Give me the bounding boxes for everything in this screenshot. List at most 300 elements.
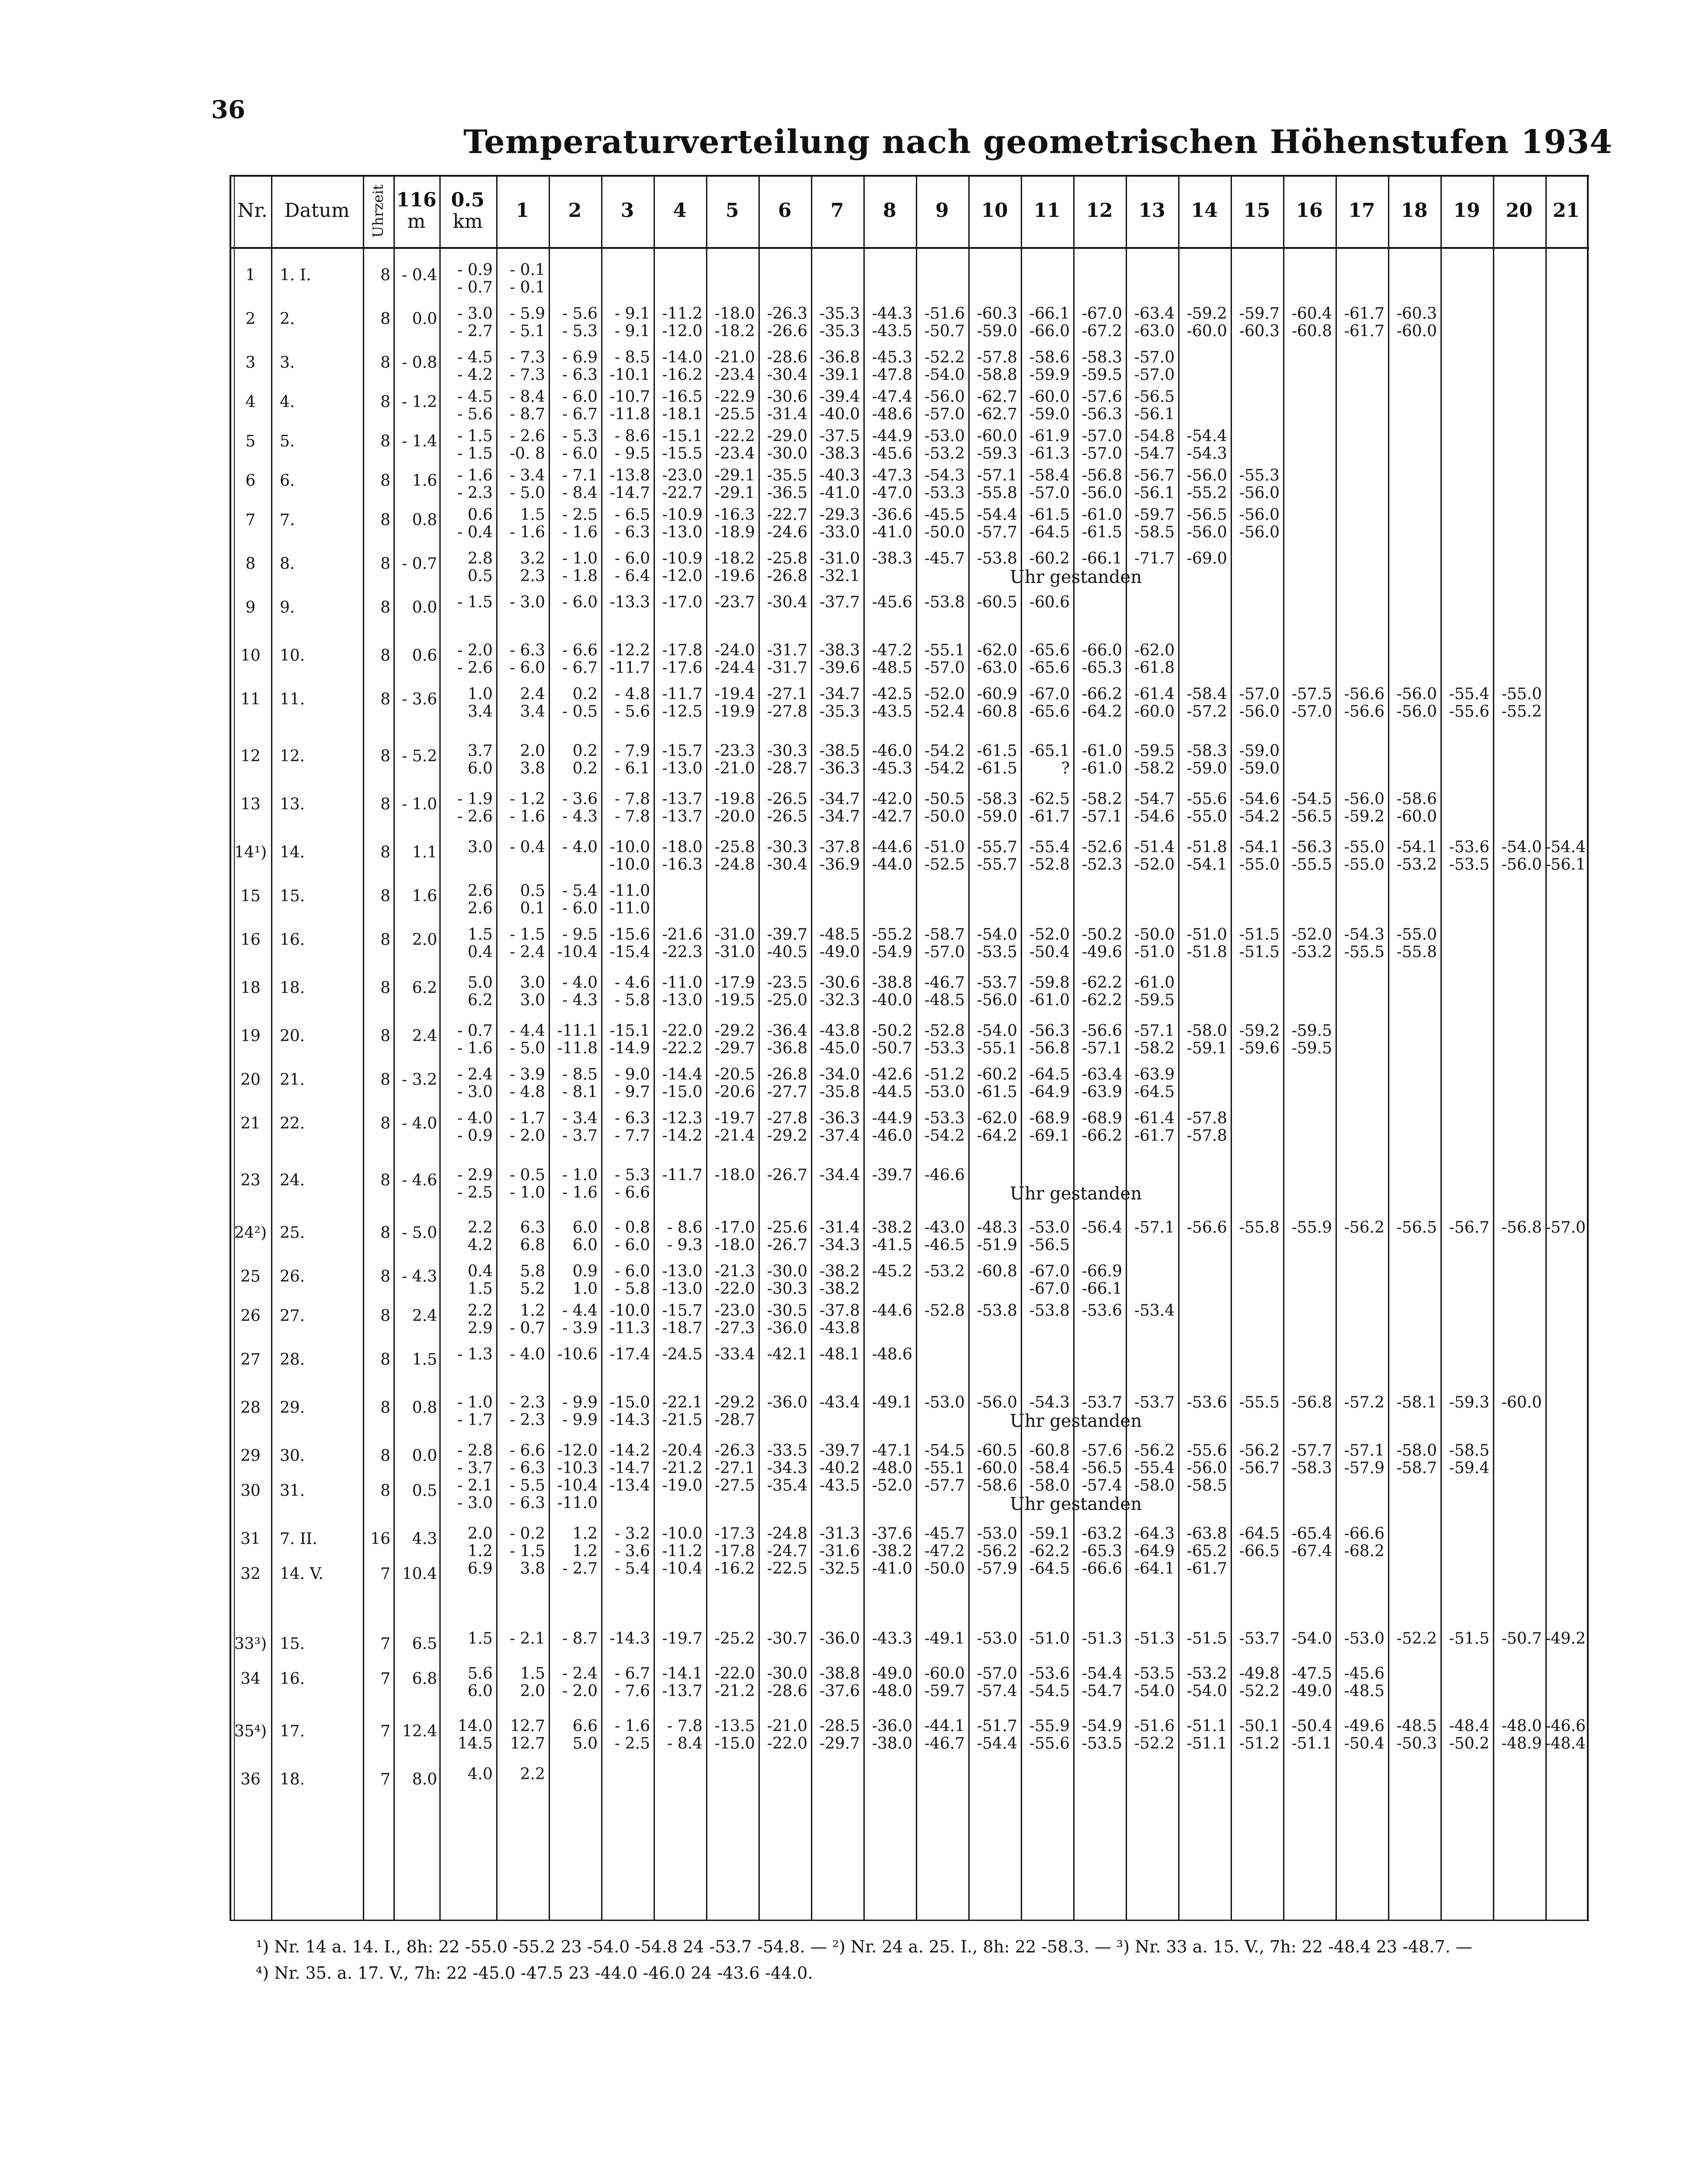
row-value: -54.5: [1029, 1682, 1070, 1700]
row-value: -38.2: [872, 1219, 912, 1237]
row-time: 8: [380, 795, 390, 813]
row-value: -58.2: [1134, 1039, 1175, 1057]
row-value: -51.5: [1186, 1630, 1227, 1648]
row-value: 6.6: [572, 1717, 598, 1735]
row-value: -58.0: [1186, 1022, 1227, 1040]
row-ground: - 1.4: [402, 432, 437, 450]
row-value: -51.1: [1291, 1735, 1332, 1753]
row-value: - 1.9: [457, 790, 493, 808]
row-value: -31.4: [819, 1219, 860, 1237]
row-ground: 0.0: [412, 1447, 437, 1465]
row-value: -54.4: [1082, 1665, 1122, 1683]
row-value: -19.9: [714, 703, 755, 721]
row-value: -15.0: [609, 1394, 650, 1412]
row-value: -56.8: [1501, 1219, 1542, 1237]
row-value: -10.3: [557, 1459, 598, 1477]
row-nr: 31: [240, 1530, 261, 1548]
row-value: -19.5: [714, 991, 755, 1009]
row-value: -53.6: [1082, 1302, 1122, 1320]
row-nr: 8: [245, 555, 256, 573]
table-row: [0, 1166, 1708, 1204]
row-value: -43.4: [819, 1394, 860, 1412]
row-value: - 0.7: [457, 1022, 493, 1040]
row-value: -38.3: [819, 641, 860, 659]
row-value: 1.0: [467, 685, 493, 703]
row-value: -60.2: [1029, 550, 1070, 568]
row-date: 11.: [280, 690, 305, 708]
row-value: -69.1: [1029, 1127, 1070, 1145]
row-time: 8: [380, 599, 390, 617]
row-value: -33.5: [767, 1442, 807, 1460]
row-value: -13.0: [662, 991, 703, 1009]
row-value: 0.5: [467, 567, 493, 585]
row-value: -10.7: [609, 388, 650, 406]
row-value: -50.0: [924, 523, 965, 541]
row-value: -58.5: [1134, 523, 1175, 541]
row-value: -61.9: [1029, 427, 1070, 445]
row-value: -11.7: [662, 1166, 703, 1184]
row-value: -54.9: [1082, 1717, 1122, 1735]
row-value: -35.3: [819, 305, 860, 323]
row-value: -45.3: [872, 349, 912, 366]
row-value: 1.5: [520, 506, 545, 524]
row-value: -36.0: [767, 1394, 807, 1412]
row-value: -59.6: [1239, 1039, 1280, 1057]
row-value: -54.2: [924, 1127, 965, 1145]
row-value: -17.8: [662, 641, 703, 659]
row-value: -59.2: [1239, 1022, 1280, 1040]
row-value: -48.6: [872, 1345, 912, 1363]
row-value: - 1.5: [510, 926, 545, 944]
row-value: -61.7: [1029, 808, 1070, 826]
row-value: - 5.3: [615, 1166, 650, 1184]
row-value: - 5.0: [510, 1039, 545, 1057]
row-value: -52.0: [1029, 926, 1070, 944]
row-value: - 5.3: [562, 427, 598, 445]
row-value: -50.7: [1501, 1630, 1542, 1648]
row-value: -59.3: [1449, 1394, 1489, 1412]
row-value: 0.2: [572, 742, 598, 760]
row-value: -65.3: [1082, 659, 1122, 677]
col-header-level-21: 21: [1552, 199, 1580, 222]
row-nr: 2: [245, 310, 256, 328]
row-value: -55.4: [1134, 1459, 1175, 1477]
row-value: -57.0: [924, 943, 965, 961]
row-ground: - 3.2: [402, 1071, 437, 1089]
row-value: -13.5: [714, 1717, 755, 1735]
row-time: 8: [380, 1351, 390, 1369]
row-value: -56.0: [924, 388, 965, 406]
row-date: 17.: [280, 1722, 305, 1740]
row-value: 12.7: [510, 1735, 545, 1753]
row-value: -18.0: [714, 305, 755, 323]
row-nr: 23: [240, 1171, 261, 1189]
row-value: -66.0: [1082, 641, 1122, 659]
row-value: -56.3: [1029, 1022, 1070, 1040]
row-value: -40.5: [767, 943, 807, 961]
row-value: -28.5: [819, 1717, 860, 1735]
table-row: [0, 1109, 1708, 1145]
row-value: -60.0: [1186, 322, 1227, 340]
row-time: 7: [380, 1565, 390, 1583]
row-value: -45.2: [872, 1262, 912, 1280]
row-value: -35.4: [767, 1477, 807, 1495]
row-value: - 2.0: [562, 1682, 598, 1700]
row-value: -22.7: [767, 506, 807, 524]
row-value: 2.0: [467, 1525, 493, 1543]
col-header-level-14: 14: [1191, 199, 1218, 222]
row-value: 5.6: [467, 1665, 493, 1683]
row-value: -16.2: [662, 366, 703, 384]
row-value: -49.0: [1291, 1682, 1332, 1700]
row-value: -47.4: [872, 388, 912, 406]
row-value: -56.5: [1134, 388, 1175, 406]
col-header-level-4: 4: [673, 199, 687, 222]
row-value: -65.6: [1029, 659, 1070, 677]
row-value: -10.9: [662, 506, 703, 524]
table-row: [0, 1665, 1708, 1700]
row-value: - 2.0: [457, 641, 493, 659]
col-header-time: [363, 175, 393, 247]
row-value: - 3.0: [457, 1083, 493, 1101]
row-value: -53.3: [924, 1109, 965, 1127]
row-value: -21.0: [767, 1717, 807, 1735]
row-value: -12.0: [662, 322, 703, 340]
row-value: -54.6: [1239, 790, 1280, 808]
row-value: -28.7: [767, 760, 807, 777]
row-value: - 2.6: [510, 427, 545, 445]
row-value: -17.0: [714, 1219, 755, 1237]
row-value: -56.5: [1029, 1236, 1070, 1254]
row-value: -21.6: [662, 926, 703, 944]
row-value: - 1.6: [457, 467, 493, 484]
row-value: -60.2: [977, 1066, 1017, 1084]
row-value: -59.5: [1134, 742, 1175, 760]
row-value: 5.0: [467, 974, 493, 992]
row-value: -34.3: [767, 1459, 807, 1477]
row-value: -60.8: [977, 703, 1017, 721]
row-value: - 8.7: [510, 405, 545, 423]
row-value: -66.1: [1082, 1280, 1122, 1298]
col-header-116m-top: 116: [396, 189, 437, 212]
row-value: -15.7: [662, 1302, 703, 1320]
table-row: [0, 1477, 1708, 1514]
row-value: -25.6: [767, 1219, 807, 1237]
row-ground: 1.6: [412, 887, 437, 905]
row-value: -39.7: [767, 926, 807, 944]
col-header-level-7: 7: [830, 199, 844, 222]
row-value: - 2.3: [510, 1394, 545, 1412]
row-value: -58.7: [1396, 1459, 1437, 1477]
row-value: - 3.6: [562, 790, 598, 808]
row-value: -52.2: [1134, 1735, 1175, 1753]
row-value: -47.2: [872, 641, 912, 659]
table-row: [0, 506, 1708, 541]
row-value: -39.7: [872, 1166, 912, 1184]
row-value: -30.0: [767, 1262, 807, 1280]
row-value: -61.0: [1082, 506, 1122, 524]
row-value: -56.5: [1396, 1219, 1437, 1237]
row-value: -23.3: [714, 742, 755, 760]
row-value: ?: [1061, 760, 1070, 777]
col-header-level-2: 2: [568, 199, 582, 222]
row-value: -58.3: [1186, 742, 1227, 760]
row-value: 4.2: [467, 1236, 493, 1254]
row-value: -56.2: [1344, 1219, 1384, 1237]
row-time: 8: [380, 1447, 390, 1465]
row-value: -21.4: [714, 1127, 755, 1145]
row-date: 7.: [280, 511, 295, 529]
row-value: -51.0: [924, 838, 965, 856]
row-value: - 4.0: [457, 1109, 493, 1127]
row-value: -46.5: [924, 1236, 965, 1254]
row-value: -57.0: [1082, 427, 1122, 445]
row-value: -58.0: [1396, 1442, 1437, 1460]
row-value: - 6.7: [562, 659, 598, 677]
row-time: 8: [380, 690, 390, 708]
row-nr: 21: [240, 1115, 261, 1133]
row-value: -11.7: [662, 685, 703, 703]
row-value: - 1.6: [615, 1717, 650, 1735]
row-value: -38.3: [872, 550, 912, 568]
row-value: -60.8: [977, 1262, 1017, 1280]
row-value: -57.9: [977, 1560, 1017, 1578]
row-ground: 2.4: [412, 1307, 437, 1325]
row-value: -57.1: [1082, 1039, 1122, 1057]
row-value: -44.3: [872, 305, 912, 323]
row-value: -43.8: [819, 1319, 860, 1337]
row-value: -64.5: [1134, 1083, 1175, 1101]
col-header-level-18: 18: [1401, 199, 1428, 222]
row-value: 6.8: [520, 1236, 545, 1254]
row-value: - 2.1: [457, 1477, 493, 1495]
row-time: 16: [370, 1530, 390, 1548]
row-value: -56.0: [1186, 523, 1227, 541]
row-value: -52.2: [924, 349, 965, 366]
row-value: -53.4: [1134, 1302, 1175, 1320]
row-value: -60.3: [977, 305, 1017, 323]
row-value: -29.3: [819, 506, 860, 524]
row-time: 8: [380, 472, 390, 490]
row-value: -53.3: [924, 484, 965, 502]
row-value: -48.5: [872, 659, 912, 677]
row-value: -56.0: [1239, 703, 1280, 721]
row-value: -40.2: [819, 1459, 860, 1477]
row-value: -60.3: [1396, 305, 1437, 323]
row-value: -32.5: [819, 1560, 860, 1578]
row-ground: - 3.6: [402, 690, 437, 708]
col-header-05km: [439, 175, 496, 247]
row-value: -38.2: [819, 1280, 860, 1298]
row-value: -29.7: [714, 1039, 755, 1057]
row-value: -50.2: [872, 1022, 912, 1040]
row-value: -67.0: [1029, 685, 1070, 703]
table-row: [0, 1717, 1708, 1753]
row-value: -53.0: [924, 1394, 965, 1412]
row-value: -11.1: [557, 1022, 598, 1040]
row-value: - 3.9: [562, 1319, 598, 1337]
row-value: -61.0: [1082, 742, 1122, 760]
row-value: -53.7: [1239, 1630, 1280, 1648]
row-value: -53.5: [1134, 1665, 1175, 1683]
row-value: -21.3: [714, 1262, 755, 1280]
table-row: [0, 261, 1708, 296]
row-ground: - 0.4: [402, 266, 437, 284]
row-value: -57.4: [977, 1682, 1017, 1700]
col-header-level-12: 12: [1086, 199, 1113, 222]
row-value: -44.5: [872, 1083, 912, 1101]
row-value: -36.0: [819, 1630, 860, 1648]
row-value: -60.9: [977, 685, 1017, 703]
row-value: -39.7: [819, 1442, 860, 1460]
row-value: -61.7: [1344, 322, 1384, 340]
row-value: - 0.4: [510, 838, 545, 856]
row-time: 8: [380, 747, 390, 765]
row-value: -50.0: [924, 808, 965, 826]
row-value: -34.7: [819, 808, 860, 826]
row-value: - 8.4: [562, 484, 598, 502]
row-value: -23.4: [714, 445, 755, 463]
row-value: -61.4: [1134, 685, 1175, 703]
row-value: -44.1: [924, 1717, 965, 1735]
row-value: -54.0: [924, 366, 965, 384]
row-value: -61.5: [1029, 506, 1070, 524]
row-value: - 2.3: [457, 484, 493, 502]
row-date: 31.: [280, 1482, 305, 1500]
row-value: 1.2: [572, 1525, 598, 1543]
row-value: - 9.9: [562, 1411, 598, 1429]
row-value: - 6.3: [510, 641, 545, 659]
row-value: -65.6: [1029, 703, 1070, 721]
row-value: -60.4: [1291, 305, 1332, 323]
row-value: - 3.4: [510, 467, 545, 484]
row-value: -42.0: [872, 790, 912, 808]
row-value: -28.7: [714, 1411, 755, 1429]
row-value: -54.7: [1134, 790, 1175, 808]
row-time: 8: [380, 979, 390, 997]
row-value: -53.7: [1134, 1394, 1175, 1412]
row-value: -31.0: [819, 550, 860, 568]
row-value: - 4.3: [562, 991, 598, 1009]
row-value: -25.8: [767, 550, 807, 568]
row-value: -48.4: [1545, 1735, 1586, 1753]
row-value: -27.8: [767, 703, 807, 721]
row-value: 3.7: [467, 742, 493, 760]
row-value: -51.1: [1186, 1717, 1227, 1735]
row-value: 3.8: [520, 1560, 545, 1578]
row-value: -50.7: [872, 1039, 912, 1057]
row-value: - 1.5: [457, 593, 493, 611]
table-row: [0, 1442, 1708, 1477]
row-value: -59.5: [1291, 1039, 1332, 1057]
row-value: 6.0: [467, 760, 493, 777]
row-value: - 2.3: [510, 1411, 545, 1429]
row-value: -22.7: [662, 484, 703, 502]
row-value: -48.6: [872, 405, 912, 423]
row-time: 8: [380, 1224, 390, 1242]
row-value: - 5.3: [562, 322, 598, 340]
row-value: -44.0: [872, 856, 912, 874]
row-value: 6.0: [467, 1682, 493, 1700]
row-value: -30.4: [767, 366, 807, 384]
row-value: -55.9: [1291, 1219, 1332, 1237]
row-value: - 5.1: [510, 322, 545, 340]
row-value: -43.5: [819, 1477, 860, 1495]
row-value: -27.1: [767, 685, 807, 703]
row-value: - 1.6: [510, 523, 545, 541]
row-value: -61.7: [1134, 1127, 1175, 1145]
row-value: -53.0: [977, 1525, 1017, 1543]
row-value: 0.2: [572, 685, 598, 703]
row-value: - 8.1: [562, 1083, 598, 1101]
row-value: -46.7: [924, 1735, 965, 1753]
row-value: -49.1: [924, 1630, 965, 1648]
row-value: - 1.6: [562, 523, 598, 541]
row-value: -56.0: [1396, 685, 1437, 703]
row-value: -36.3: [819, 1109, 860, 1127]
row-value: -51.8: [1186, 838, 1227, 856]
row-value: -56.5: [1082, 1459, 1122, 1477]
row-value: -14.3: [609, 1630, 650, 1648]
row-value: -13.0: [662, 1262, 703, 1280]
row-ground: 10.4: [402, 1565, 437, 1583]
row-nr: 10: [240, 647, 261, 665]
row-ground: - 4.3: [402, 1268, 437, 1286]
row-value: -56.8: [1082, 467, 1122, 484]
row-value: -56.7: [1449, 1219, 1489, 1237]
row-value: -53.8: [977, 1302, 1017, 1320]
row-value: -49.6: [1344, 1717, 1384, 1735]
row-value: -46.6: [924, 1166, 965, 1184]
row-nr: 13: [240, 795, 261, 813]
row-value: - 0.9: [457, 1127, 493, 1145]
row-value: -63.0: [1134, 322, 1175, 340]
row-value: -53.8: [924, 593, 965, 611]
row-nr: 7: [245, 511, 256, 529]
col-header-level-8: 8: [883, 199, 897, 222]
row-value: - 2.4: [457, 1066, 493, 1084]
row-value: -12.0: [662, 567, 703, 585]
row-value: -26.3: [767, 305, 807, 323]
row-value: -47.2: [924, 1542, 965, 1560]
row-value: -14.3: [609, 1411, 650, 1429]
row-value: -50.2: [1449, 1735, 1489, 1753]
row-value: -15.0: [662, 1083, 703, 1101]
row-value: -36.0: [872, 1717, 912, 1735]
row-value: - 6.3: [510, 1459, 545, 1477]
row-value: - 6.7: [562, 405, 598, 423]
row-value: -30.3: [767, 838, 807, 856]
row-value: -51.9: [977, 1236, 1017, 1254]
row-value: -54.5: [1291, 790, 1332, 808]
row-value: -59.0: [1029, 405, 1070, 423]
row-nr: 34: [240, 1670, 261, 1688]
row-value: -49.2: [1545, 1630, 1586, 1648]
row-value: - 5.8: [615, 1280, 650, 1298]
row-value: -41.0: [872, 1560, 912, 1578]
row-value: -54.3: [1029, 1394, 1070, 1412]
row-time: 8: [380, 1307, 390, 1325]
row-date: 27.: [280, 1307, 305, 1325]
row-time: 8: [380, 511, 390, 529]
row-value: - 2.0: [510, 1127, 545, 1145]
row-value: 0.4: [467, 1262, 493, 1280]
row-value: -11.3: [609, 1319, 650, 1337]
row-value: -57.7: [924, 1477, 965, 1495]
row-value: -58.4: [1029, 1459, 1070, 1477]
row-value: -62.2: [1029, 1542, 1070, 1560]
table-row: [0, 1262, 1708, 1298]
